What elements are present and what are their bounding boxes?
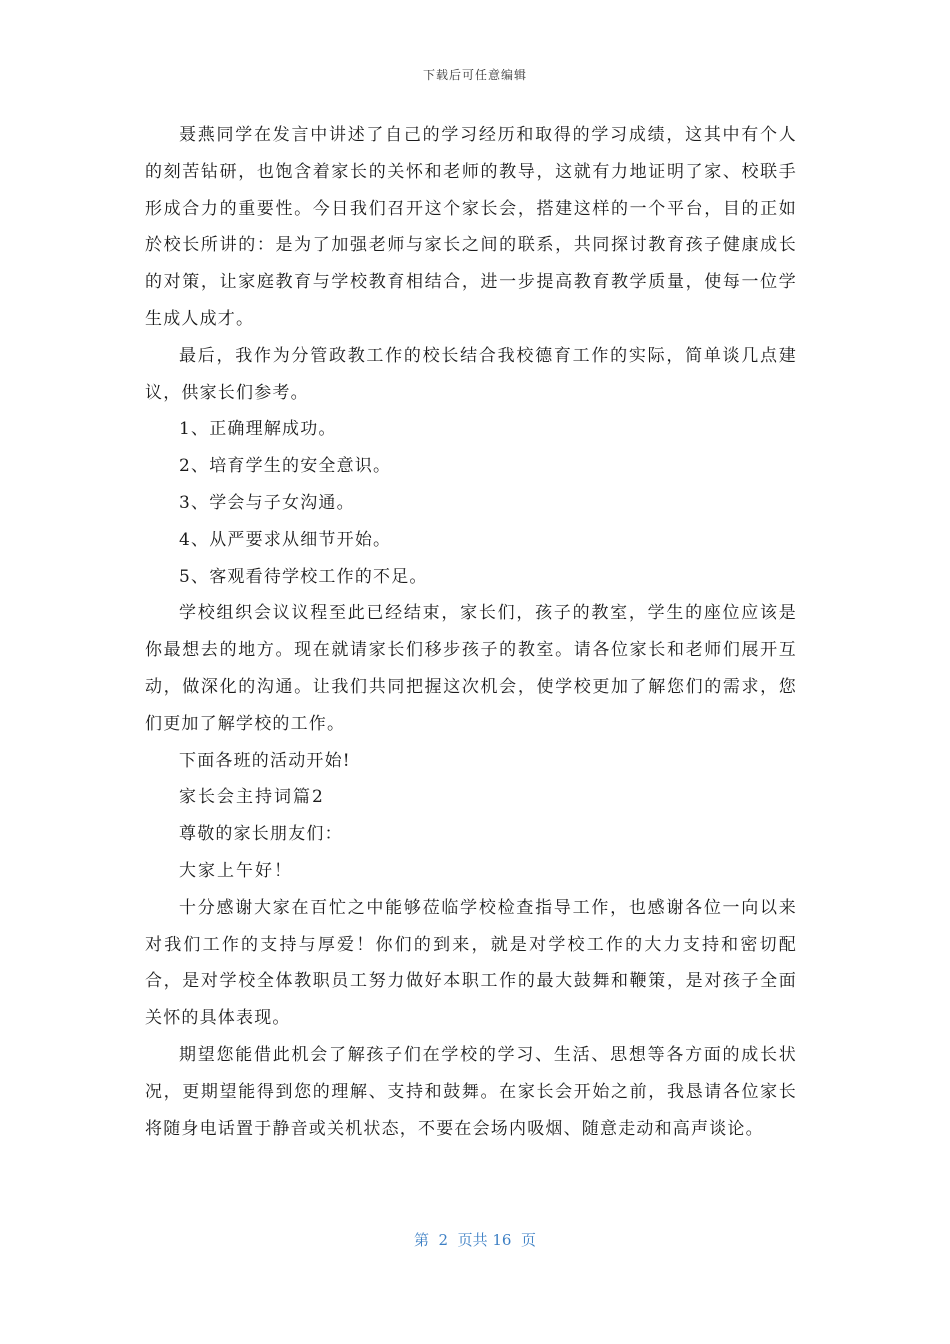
list-item-suggestion-4: 4、从严要求从细节开始。	[179, 529, 392, 550]
document-body	[145, 117, 797, 1147]
paragraph-student-speech: 聂燕同学在发言中讲述了自己的学习经历和取得的学习成绩，这其中有个人的刻苦钻研，也饱含着家长的关怀和老师的教导，这就有力地证明了家、校联手形成合力的重要性。今日我们召开这个家长会，搭建这样的一个平台，目的正如於校长所讲的：是为了加强老师与家长之间的联系，共同探讨教育孩子健康成长的对策，让家庭教育与学校教育相结合，进一步提高教育教学质量，使每一位学生成人成才。	[145, 125, 797, 329]
paragraph-activity-start: 下面各班的活动开始!	[179, 750, 351, 771]
list-item-suggestion-3: 3、学会与子女沟通。	[179, 492, 355, 513]
list-item-suggestion-5: 5、客观看待学校工作的不足。	[179, 566, 428, 587]
paragraph-greeting-salutation: 尊敬的家长朋友们：	[179, 824, 343, 845]
paragraph-meeting-conclusion: 学校组织会议议程至此已经结束，家长们，孩子的教室，学生的座位应该是你最想去的地方。现在就请家长们移步孩子的教室。请各位家长和老师们展开互动，做深化的沟通。让我们共同把握这次机会，使学校更加了解您们的需求，您们更加了解学校的工作。	[145, 603, 797, 734]
page-number-footer: 第 2 页共 16 页	[413, 1231, 536, 1249]
paragraph-thanks: 十分感谢大家在百忙之中能够莅临学校检查指导工作，也感谢各位一向以来对我们工作的支持与厚爱！你们的到来，就是对学校工作的大力支持和密切配合，是对学校全体教职员工努力做好本职工作的最大鼓舞和鞭策，是对孩子全面关怀的具体表现。	[145, 897, 797, 1029]
paragraph-expectations: 期望您能借此机会了解孩子们在学校的学习、生活、思想等各方面的成长状况，更期望能得到您的理解、支持和鼓舞。在家长会开始之前，我恳请各位家长将随身电话置于静音或关机状态，不要在会场内吸烟、随意走动和高声谈论。	[145, 1044, 797, 1139]
list-item-suggestion-2: 2、培育学生的安全意识。	[179, 456, 392, 477]
paragraph-suggestions-intro: 最后，我作为分管政教工作的校长结合我校德育工作的实际，简单谈几点建议，供家长们参考。	[145, 345, 797, 403]
section-title-part-2: 家长会主持词篇2	[179, 787, 325, 808]
paragraph-good-morning: 大家上午好！	[179, 860, 293, 881]
list-item-suggestion-1: 1、正确理解成功。	[179, 419, 337, 440]
page-header-note: 下载后可任意编辑	[422, 68, 527, 82]
